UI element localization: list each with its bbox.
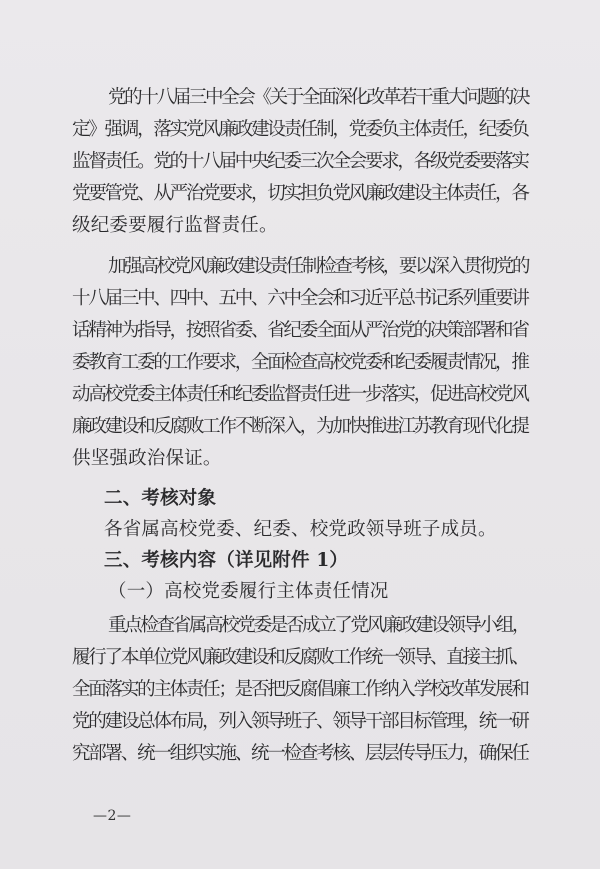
paragraph-2-line-5: 动高校党委主体责任和纪委监督责任进一步落实，促进高校党风 [72,384,528,405]
paragraph-1-line-1: 党的十八届三中全会《关于全面深化改革若干重大问题的决 [108,87,529,108]
paragraph-1-line-5: 级纪委要履行监督责任。 [72,215,278,236]
paragraph-3-line-3: 全面落实的主体责任；是否把反腐倡廉工作纳入学校改革发展和 [72,679,528,700]
section-2-text: 各省属高校党委、纪委、校党政领导班子成员。 [104,519,497,540]
paragraph-1-line-3: 监督责任。党的十八届中央纪委三次全会要求，各级党委要落实 [72,151,528,172]
paragraph-2-line-3: 话精神为指导，按照省委、省纪委全面从严治党的决策部署和省 [72,320,528,341]
paragraph-1-line-4: 党要管党、从严治党要求，切实担负党风廉政建设主体责任，各 [72,183,528,204]
section-heading-3: 三、考核内容（详见附件 1） [104,550,349,571]
paragraph-2-line-7: 供坚强政治保证。 [72,448,222,469]
paragraph-3-line-2: 履行了本单位党风廉政建设和反腐败工作统一领导、直接主抓、 [72,647,528,668]
paragraph-1-line-2: 定》强调，落实党风廉政建设责任制，党委负主体责任，纪委负 [72,119,528,140]
paragraph-2-line-2: 十八届三中、四中、五中、六中全会和习近平总书记系列重要讲 [72,288,528,309]
page-number: —2— [93,808,132,824]
subsection-heading-1: （一）高校党委履行主体责任情况 [108,581,389,602]
paragraph-2-line-1: 加强高校党风廉政建设责任制检查考核，要以深入贯彻党的 [108,256,529,277]
paragraph-3-line-1: 重点检查省属高校党委是否成立了党风廉政建设领导小组， [108,615,529,636]
paragraph-2-line-4: 委教育工委的工作要求，全面检查高校党委和纪委履责情况，推 [72,352,528,373]
paragraph-3-line-5: 究部署、统一组织实施、统一检查考核、层层传导压力，确保任 [72,743,528,764]
section-heading-2: 二、考核对象 [104,488,217,509]
paragraph-3-line-4: 党的建设总体布局，列入领导班子、领导干部目标管理，统一研 [72,711,528,732]
paragraph-2-line-6: 廉政建设和反腐败工作不断深入，为加快推进江苏教育现代化提 [72,416,528,437]
